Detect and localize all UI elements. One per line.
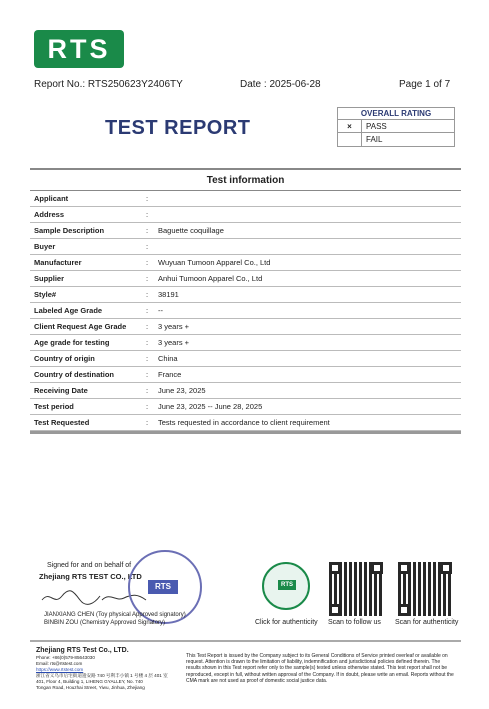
field-colon: : bbox=[145, 418, 149, 427]
field-label: Buyer bbox=[34, 242, 56, 251]
scan-for-authenticity-caption: Scan for authenticity bbox=[395, 619, 459, 626]
table-row bbox=[30, 239, 461, 255]
table-row bbox=[30, 223, 461, 239]
field-value: 3 years + bbox=[158, 338, 190, 347]
field-value: June 23, 2025 -- June 28, 2025 bbox=[158, 402, 263, 411]
report-title: TEST REPORT bbox=[105, 117, 251, 139]
follow-qr-code-icon[interactable] bbox=[329, 562, 383, 616]
test-information-table bbox=[30, 168, 461, 434]
table-row bbox=[30, 255, 461, 271]
field-label: Manufacturer bbox=[34, 258, 82, 267]
rating-checkbox-pass: × bbox=[338, 120, 362, 132]
qr-finder bbox=[398, 562, 410, 574]
field-colon: : bbox=[145, 194, 149, 203]
footer-address-en-2: Tongan Road, Houzhai Street, Yiwu, Jinhua, Zhejiang bbox=[36, 685, 145, 690]
field-colon: : bbox=[145, 322, 149, 331]
report-date: Date : 2025-06-28 bbox=[240, 79, 321, 90]
signing-company: Zhejiang RTS TEST CO., LTD bbox=[39, 572, 142, 581]
field-colon: : bbox=[145, 386, 149, 395]
field-colon: : bbox=[145, 226, 149, 235]
field-value: -- bbox=[158, 306, 163, 315]
field-colon: : bbox=[145, 290, 149, 299]
field-label: Country of origin bbox=[34, 354, 95, 363]
field-label: Applicant bbox=[34, 194, 69, 203]
field-label: Test Requested bbox=[34, 418, 90, 427]
click-for-authenticity-link[interactable]: Click for authenticity bbox=[255, 619, 318, 626]
footer-address-en-1: 401, Floor 4, Building 1, LIHENG GYALLEY, No. 740 bbox=[36, 679, 143, 684]
info-rows bbox=[30, 191, 461, 431]
scan-to-follow-caption: Scan to follow us bbox=[328, 619, 381, 626]
signed-on-behalf-text: Signed for and on behalf of bbox=[47, 562, 132, 569]
field-label: Country of destination bbox=[34, 370, 114, 379]
footer-phone: Phone: +86(0)579-85643030 bbox=[36, 655, 95, 660]
qr-finder bbox=[329, 604, 341, 616]
stamp-logo: RTS bbox=[148, 580, 178, 594]
field-value bbox=[158, 191, 461, 206]
table-row bbox=[30, 335, 461, 351]
table-row bbox=[30, 383, 461, 399]
footer-email[interactable]: Email: rts@rtstest.com bbox=[36, 661, 83, 666]
field-label: Test period bbox=[34, 402, 74, 411]
field-value bbox=[158, 207, 461, 222]
table-row bbox=[30, 271, 461, 287]
table-row bbox=[30, 415, 461, 431]
footer-company: Zhejiang RTS Test Co., LTD. bbox=[36, 647, 129, 654]
field-colon: : bbox=[145, 354, 149, 363]
field-value: Tests requested in accordance to client requirement bbox=[158, 418, 330, 427]
table-bottom-rule bbox=[30, 431, 461, 434]
field-colon: : bbox=[145, 306, 149, 315]
qr-finder bbox=[329, 562, 341, 574]
qr-finder bbox=[440, 562, 452, 574]
field-label: Address bbox=[34, 210, 65, 219]
table-row bbox=[30, 399, 461, 415]
table-row bbox=[30, 287, 461, 303]
field-colon: : bbox=[145, 338, 149, 347]
signatory-1: JIANXIANG CHEN (Toy physical Approved signatory) bbox=[44, 612, 186, 618]
field-colon: : bbox=[145, 242, 149, 251]
field-label: Supplier bbox=[34, 274, 65, 283]
overall-rating-header: OVERALL RATING bbox=[338, 108, 454, 120]
qr-finder bbox=[371, 562, 383, 574]
qr-finder bbox=[398, 604, 410, 616]
field-value: China bbox=[158, 354, 178, 363]
table-row bbox=[30, 303, 461, 319]
footer-contact bbox=[36, 646, 176, 691]
table-row bbox=[30, 367, 461, 383]
field-value: France bbox=[158, 370, 182, 379]
field-value: 38191 bbox=[158, 290, 179, 299]
table-row bbox=[30, 351, 461, 367]
report-number: Report No.: RTS250623Y2406TY bbox=[34, 79, 183, 90]
authenticity-qr-code-icon[interactable] bbox=[398, 562, 452, 616]
field-label: Sample Description bbox=[34, 226, 105, 235]
rating-row-fail bbox=[338, 133, 454, 146]
rating-label-fail: FAIL bbox=[366, 135, 383, 144]
rts-logo: RTS bbox=[34, 30, 124, 68]
rating-label-pass: PASS bbox=[366, 122, 387, 131]
field-value: Baguette coquillage bbox=[158, 226, 224, 235]
seal-logo: RTS bbox=[278, 580, 296, 590]
field-value: June 23, 2025 bbox=[158, 386, 206, 395]
signatory-2: BINBIN ZOU (Chemistry Approved Signatory) bbox=[44, 620, 166, 626]
field-label: Client Request Age Grade bbox=[34, 322, 127, 331]
footer-address-cn: 浙江省义乌市后宅街道遗安路 740 号利丰小镇 1 号楼 4 层 401 室 bbox=[36, 673, 168, 678]
rating-row-pass bbox=[338, 120, 454, 133]
field-value: 3 years + bbox=[158, 322, 190, 331]
field-label: Receiving Date bbox=[34, 386, 88, 395]
test-information-header: Test information bbox=[30, 170, 461, 191]
footer-rule bbox=[30, 640, 461, 642]
field-label: Style# bbox=[34, 290, 57, 299]
rating-checkbox-fail bbox=[338, 133, 362, 146]
field-value bbox=[158, 239, 461, 254]
field-colon: : bbox=[145, 258, 149, 267]
field-colon: : bbox=[145, 210, 149, 219]
field-value: Anhui Tumoon Apparel Co., Ltd bbox=[158, 274, 263, 283]
field-label: Labeled Age Grade bbox=[34, 306, 103, 315]
overall-rating-box bbox=[337, 107, 455, 147]
field-label: Age grade for testing bbox=[34, 338, 110, 347]
field-colon: : bbox=[145, 402, 149, 411]
page-number: Page 1 of 7 bbox=[399, 79, 451, 90]
footer-website[interactable]: https://www.rtstest.com bbox=[36, 667, 84, 672]
footer-disclaimer: This Test Report is issued by the Company subject to its General Conditions of Service printed overleaf or available on request. Attention is drawn to the limitation of liability, indemnification and jurisdictional policies defined therein. The results shown in this Test report refer only to the sample(s) tested unless otherwise stated. This test report shall not be reproduced, except in full, without written approval of the Company. If in doubt, please write an email. Reports without the CMA mark are not used as proof of domestic social justice data. bbox=[186, 653, 454, 684]
field-colon: : bbox=[145, 370, 149, 379]
field-value: Wuyuan Tumoon Apparel Co., Ltd bbox=[158, 258, 271, 267]
field-colon: : bbox=[145, 274, 149, 283]
table-row bbox=[30, 191, 461, 207]
table-row bbox=[30, 319, 461, 335]
table-row bbox=[30, 207, 461, 223]
